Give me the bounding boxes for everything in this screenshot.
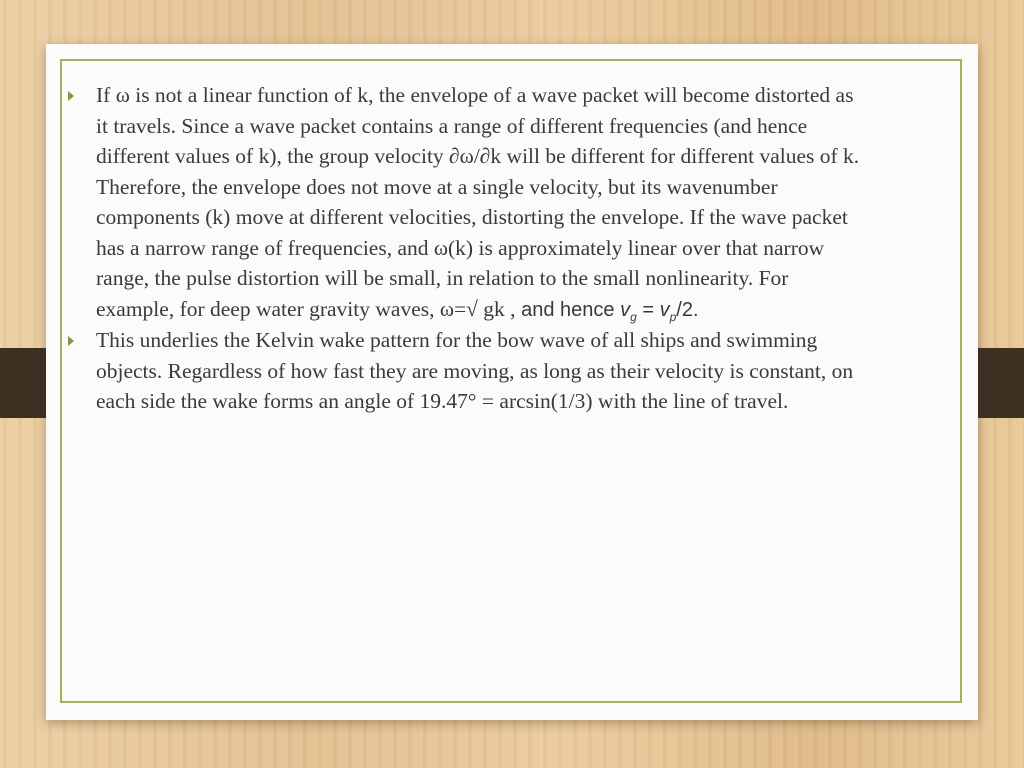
bullet-text-dispersion: If ω is not a linear function of k, the envelope of a wave packet will become distorted as it travels. Since a wave packet contains a range of different frequencies (and hence different values of k), the group velocity ∂ω/∂k will be different for different values of k. Therefore, the envelope does not move at a single velocity, but its wavenumber components (k) move at different velocities, distorting the envelope. If the wave packet has a narrow range of frequencies, and ω(k) is approximately linear over that narrow range, the pulse distortion will be small, in relation to the small nonlinearity. For example, for deep water gravity waves, ω=√ gk , [96, 83, 860, 321]
vp-symbol: v [659, 298, 670, 321]
bullet-text-kelvin-wake: This underlies the Kelvin wake pattern for the bow wave of all ships and swimming objects. Regardless of how fast they are moving, as long as their velocity is constant, on each side the wake forms an angle of 19.47° = arcsin(1/3) with the line of travel. [96, 328, 854, 413]
group-velocity-formula [515, 298, 699, 324]
formula-lead-text: and hence [515, 298, 621, 321]
bullet-item-kelvin-wake [66, 325, 866, 417]
vg-symbol: v [620, 298, 631, 321]
formula-tail: /2. [676, 298, 699, 321]
vg-subscript: g [630, 309, 637, 324]
formula-equals: = [636, 298, 660, 321]
vp-subscript: p [669, 309, 677, 324]
triangle-right-icon [68, 336, 74, 346]
bullet-list [66, 80, 866, 417]
bullet-item-dispersion [66, 80, 866, 325]
triangle-right-icon [68, 91, 74, 101]
